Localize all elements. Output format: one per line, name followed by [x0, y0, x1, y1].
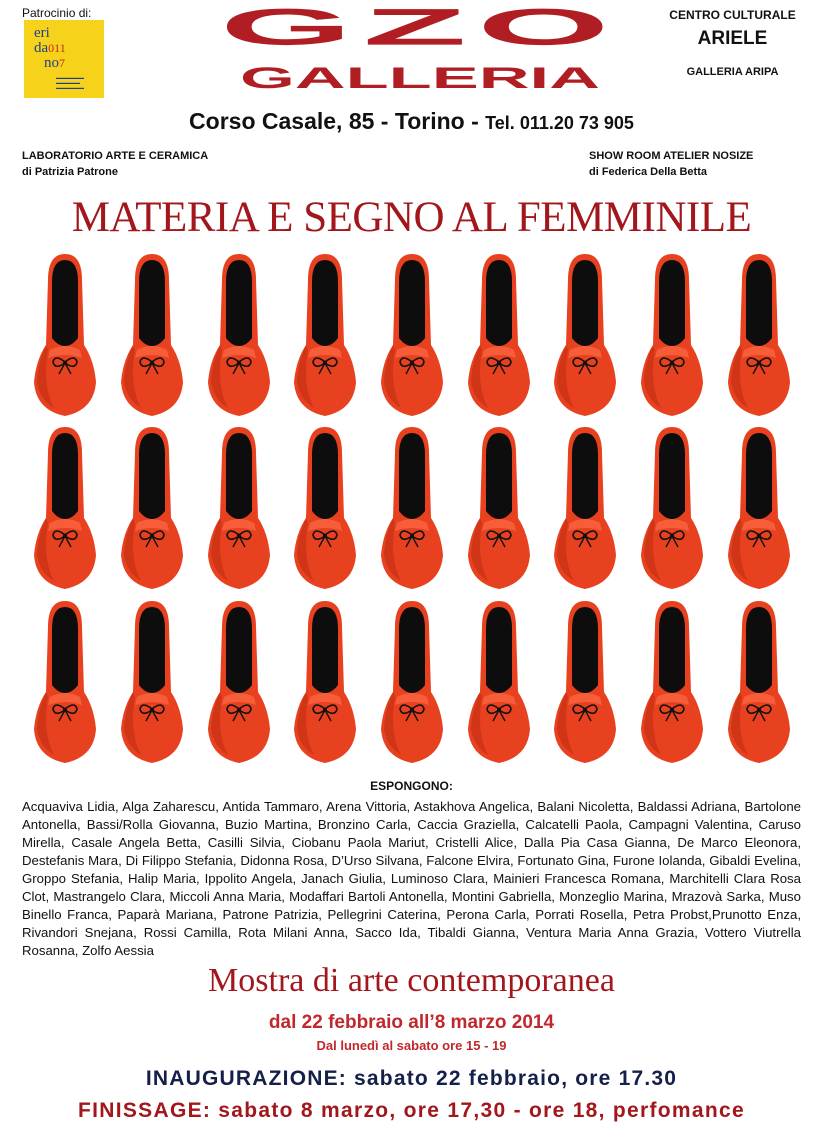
- gzo-logo-text: GZO: [219, 4, 620, 56]
- red-shoe-image: [629, 597, 716, 770]
- red-shoe-image: [109, 250, 196, 423]
- showroom-owner: di Federica Della Betta: [589, 166, 707, 178]
- red-shoe-image: [22, 597, 109, 770]
- ariele-name: ARIELE: [697, 28, 768, 49]
- inaugurazione-line: INAUGURAZIONE: sabato 22 febbraio, ore 17.30: [145, 1067, 678, 1090]
- laboratorio-owner: di Patrizia Patrone: [22, 166, 118, 178]
- finissage-line: FINISSAGE: sabato 8 marzo, ore 17,30 - ore 18, perfomance: [78, 1099, 745, 1122]
- red-shoe-image: [282, 423, 369, 596]
- red-shoe-image: [715, 597, 802, 770]
- red-shoe-image: [109, 423, 196, 596]
- patrocinio-label: Patrocinio di:: [22, 6, 92, 20]
- galleria-logo-text: GALLERIA: [240, 62, 600, 92]
- red-shoe-image: [369, 423, 456, 596]
- red-shoe-image: [282, 597, 369, 770]
- artists-list: Acquaviva Lidia, Alga Zaharescu, Antida Tammaro, Arena Vittoria, Astakhova Angelica, Balani Nicoletta, Baldassi Adriana, Bartolone Antonella, Bassi/Rolla Giovanna, Buzio Martina, Bronzino Carla, Caccia Graziella, Calcatelli Paola, Campagni Valentina, Caruso Mirella, Casale Angela Betta, Casilli Silvia, Ciobanu Paola Mariut, Cristelli Alice, Dalla Pia Casa Gianna, De Marco Eleonora, Destefanis Mara, Di Filippo Stefania, Didonna Rosa, D’Urso Silvana, Falcone Elvira, Fortunato Gina, Furone Iolanda, Gibaldi Evelina, Groppo Stefania, Halip Maria, Ippolito Angela, Janach Giulia, Luminoso Clara, Mainieri Francesca Romana, Marchitelli Clara Rosa Clot, Mastrangelo Clara, Miccoli Anna Maria, Modaffari Bartoli Antonella, Montini Gabriella, Monzeglio Marina, Mrazovà Sarka, Muso Binello Franca, Paparà Mariana, Patrone Patrizia, Pellegrini Caterina, Perona Carla, Porrati Rosella, Petra Probst,Prunotto Enza, Rivandori Snejana, Rossi Camilla, Rota Milani Anna, Sacco Ida, Tibaldi Gianna, Ventura Maria Anna Grazia, Vottero Viutrella Rosanna, Zolfo Aessia: [22, 799, 801, 958]
- red-shoe-image: [629, 250, 716, 423]
- red-shoe-image: [542, 597, 629, 770]
- red-shoe-image: [542, 250, 629, 423]
- red-shoe-image: [195, 250, 282, 423]
- red-shoe-image: [22, 423, 109, 596]
- red-shoe-image: [22, 250, 109, 423]
- red-shoe-image: [629, 423, 716, 596]
- red-shoes-grid: [22, 250, 802, 770]
- red-shoe-image: [715, 423, 802, 596]
- mostra-title: Mostra di arte contemporanea: [208, 962, 615, 999]
- red-shoe-image: [109, 597, 196, 770]
- exhibition-title: MATERIA E SEGNO AL FEMMINILE: [71, 194, 752, 241]
- centro-culturale-label: CENTRO CULTURALE: [669, 8, 796, 22]
- espongono-label: ESPONGONO:: [370, 779, 453, 793]
- laboratorio-title: LABORATORIO ARTE E CERAMICA: [22, 150, 209, 162]
- red-shoe-image: [369, 250, 456, 423]
- opening-hours: Dal lunedì al sabato ore 15 - 19: [316, 1038, 507, 1053]
- eridano-logo: eri da011 no7 ▬▬▬▬▬▬▬ ▬▬▬▬▬▬ ▬▬▬▬▬▬▬: [24, 20, 104, 98]
- red-shoe-image: [282, 250, 369, 423]
- red-shoe-image: [369, 597, 456, 770]
- red-shoe-image: [455, 423, 542, 596]
- exhibition-dates: dal 22 febbraio all’8 marzo 2014: [268, 1012, 555, 1033]
- red-shoe-image: [455, 250, 542, 423]
- galleria-gzo-logo: [210, 4, 630, 92]
- street-address: Corso Casale, 85 - Torino -: [189, 108, 486, 134]
- showroom-title: SHOW ROOM ATELIER NOSIZE: [589, 150, 754, 162]
- red-shoe-image: [195, 423, 282, 596]
- red-shoe-image: [195, 597, 282, 770]
- red-shoe-image: [455, 597, 542, 770]
- address-line: [0, 108, 823, 135]
- red-shoe-image: [542, 423, 629, 596]
- telephone: Tel. 011.20 73 905: [485, 113, 634, 133]
- galleria-aripa-label: GALLERIA ARIPA: [686, 66, 779, 78]
- red-shoe-image: [715, 250, 802, 423]
